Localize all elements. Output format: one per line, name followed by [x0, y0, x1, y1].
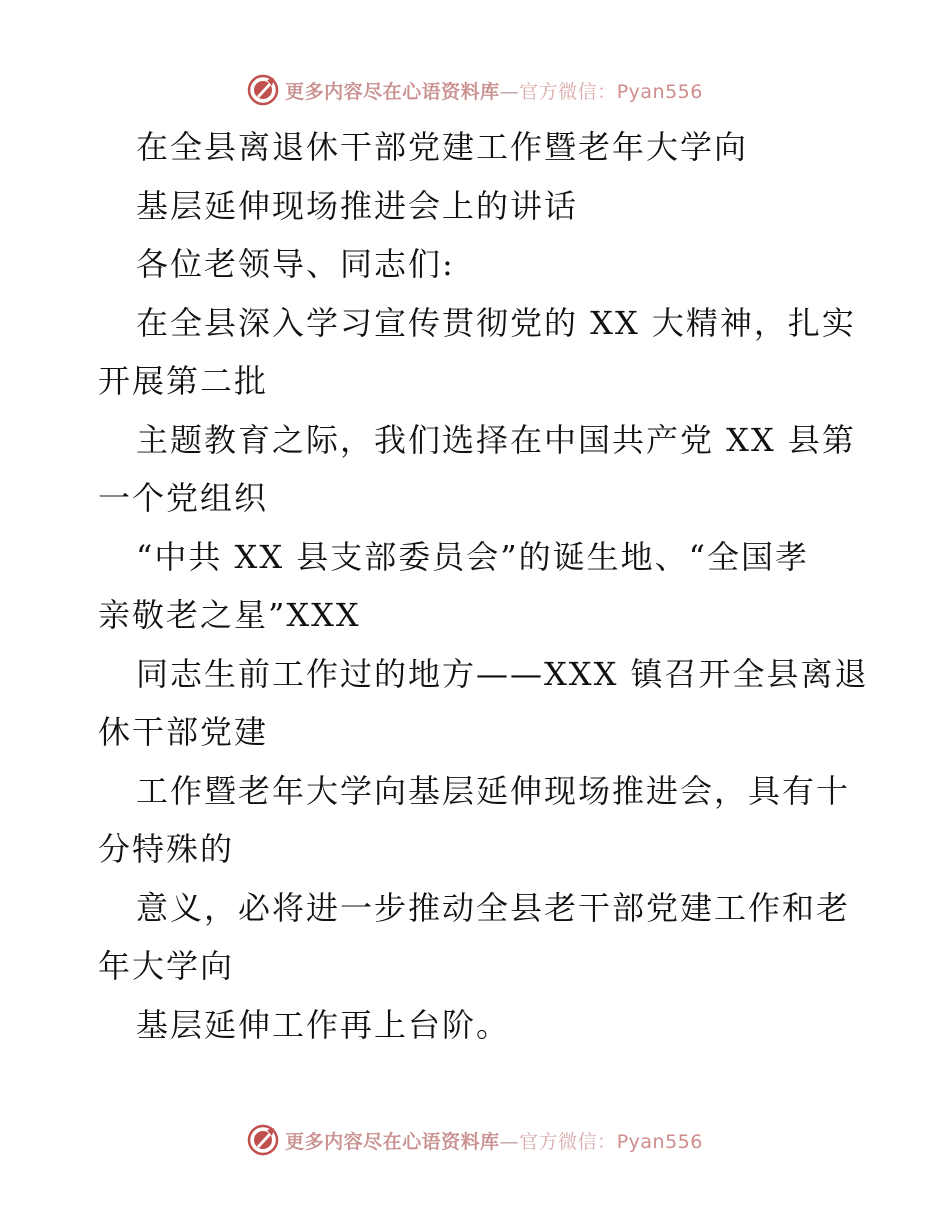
paragraph-line: 年大学向 [98, 947, 235, 985]
quill-logo-icon [247, 1124, 279, 1156]
title-line-2: 基层延伸现场推进会上的讲话 [136, 186, 579, 225]
watermark-text: 更多内容尽在心语资料库—官方微信：Pyan556 [285, 80, 703, 103]
paragraph-line: 开展第二批 [98, 362, 269, 400]
document-body [98, 118, 869, 1054]
paragraph-line: 意义，必将进一步推动全县老干部党建工作和老 [136, 888, 851, 927]
salutation: 各位老领导、同志们: [136, 245, 455, 283]
title-line-1: 在全县离退休干部党建工作暨老年大学向 [136, 128, 749, 166]
paragraph-line: 在全县深入学习宣传贯彻党的 XX 大精神，扎实 [136, 303, 856, 342]
paragraph-line: 亲敬老之星”XXX [98, 596, 361, 634]
paragraph-line: 工作暨老年大学向基层延伸现场推进会，具有十 [136, 771, 851, 810]
watermark-text: 更多内容尽在心语资料库—官方微信：Pyan556 [285, 1130, 703, 1153]
quill-logo-icon [247, 74, 279, 106]
paragraph-line: “中共 XX 县支部委员会”的诞生地、“全国孝 [136, 537, 809, 576]
paragraph-line: 基层延伸工作再上台阶。 [136, 1005, 511, 1044]
paragraph-line: 分特殊的 [98, 830, 235, 868]
paragraph-line: 同志生前工作过的地方——XXX 镇召开全县离退 [136, 654, 869, 693]
paragraph-line: 主题教育之际，我们选择在中国共产党 XX 县第 [136, 420, 856, 459]
header-watermark [0, 70, 950, 110]
footer-watermark [0, 1120, 950, 1160]
paragraph-line: 休干部党建 [98, 713, 269, 751]
paragraph-line: 一个党组织 [98, 479, 269, 517]
